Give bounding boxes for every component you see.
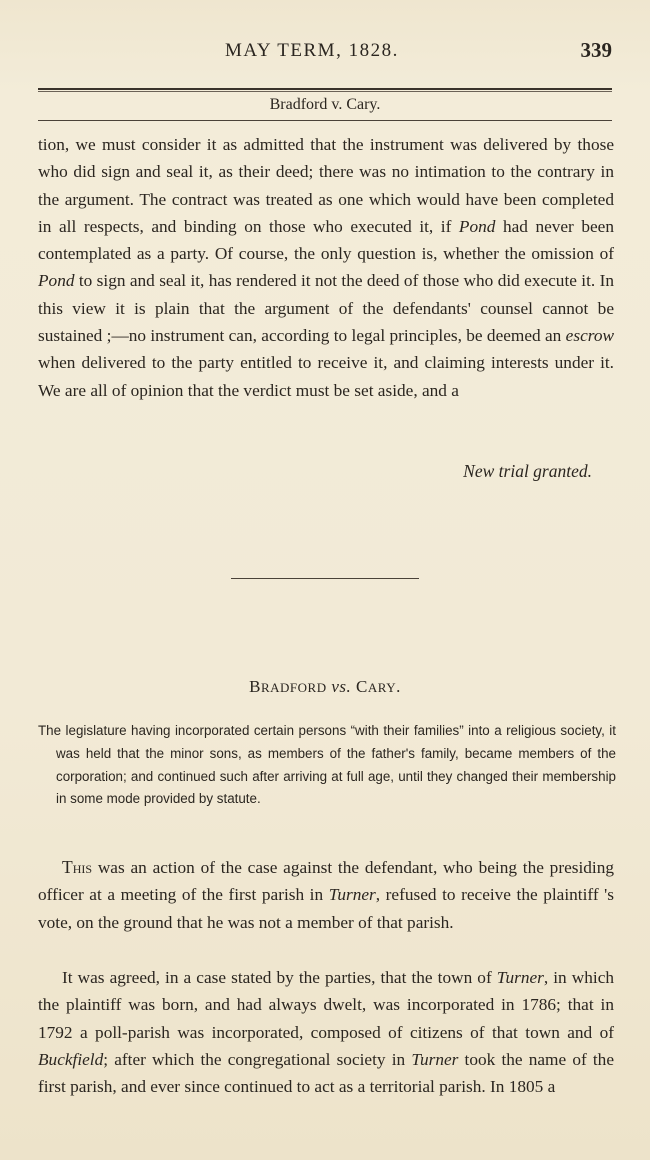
text-segment: , refused to receive the plaintiff 's vote, on the ground that he was not a member of that parish. bbox=[38, 885, 614, 932]
case-paragraph bbox=[38, 854, 614, 936]
headnote: The legislature having incorporated certain persons “with their families” into a religious society, it was held that the minor sons, as members of the father's family, became members of the corporation; and continued such after arriving at full age, until they changed their membership in some mode provided by statute. bbox=[38, 723, 616, 807]
place-name: Turner bbox=[496, 968, 544, 987]
text-segment: ; after which the congregational society in bbox=[103, 1049, 412, 1069]
title-period: . bbox=[396, 677, 401, 696]
verdict: New trial granted. bbox=[463, 461, 592, 481]
case-heading-rule bbox=[38, 120, 612, 121]
title-smallcaps: RADFORD bbox=[260, 680, 327, 695]
opinion-paragraph bbox=[38, 131, 614, 404]
title-initial: C bbox=[356, 677, 368, 696]
case-divider bbox=[231, 578, 419, 579]
text-segment: It was agreed, in a case stated by the parties, that the town of bbox=[62, 968, 497, 987]
title-initial: B bbox=[249, 677, 261, 696]
running-header bbox=[0, 38, 650, 68]
place-name: Buckfield bbox=[38, 1049, 104, 1069]
text-segment: when delivered to the party entitled to receive it, and claiming interests under it. We are all of opinion that the verdict must be set aside, and a bbox=[38, 353, 614, 400]
lead-word: This bbox=[62, 857, 93, 877]
party-name: Pond bbox=[38, 271, 75, 291]
text-segment: had never been contemplated as a party. Of course, the only question is, whether the omission of bbox=[38, 216, 614, 264]
title-smallcaps: ARY bbox=[367, 680, 397, 695]
text-segment: to sign and seal it, has rendered it not the deed of those who did execute it. In this view it is plain that the argument of the defendants' counsel cannot be sustained ;—no instrument can, according to legal principles, be deemed an bbox=[38, 271, 614, 346]
legal-term: escrow bbox=[565, 326, 614, 346]
text-segment: tion, we must consider it as admitted that the instrument was delivered by those who did sign and seal it, as their deed; there was no intimation to the contrary in the argument. The contract was treated as one which would have been completed in all respects, and binding on those who executed it, if bbox=[38, 135, 614, 236]
page-number: 339 bbox=[580, 38, 612, 62]
case-paragraph bbox=[38, 964, 614, 1100]
place-name: Turner bbox=[411, 1049, 459, 1069]
header-rule bbox=[38, 88, 612, 92]
case-title bbox=[0, 677, 650, 697]
title-versus: vs. bbox=[326, 677, 357, 696]
place-name: Turner bbox=[328, 885, 376, 905]
party-name: Pond bbox=[458, 216, 496, 236]
text-segment: was an action of the case against the defendant, who being the presiding officer at a meeting of the first parish in bbox=[38, 858, 614, 905]
text-segment: , in which the plaintiff was born, and had always dwelt, was incorporated in 1786; that in 1792 a poll-parish was incorporated, composed of citizens of that town and of bbox=[38, 968, 615, 1042]
case-heading: Bradford v. Cary. bbox=[269, 96, 381, 113]
running-title: MAY TERM, 1828. bbox=[225, 40, 399, 61]
text-segment: took the name of the first parish, and ever since continued to act as a territorial parish. In 1805 a bbox=[38, 1049, 614, 1097]
